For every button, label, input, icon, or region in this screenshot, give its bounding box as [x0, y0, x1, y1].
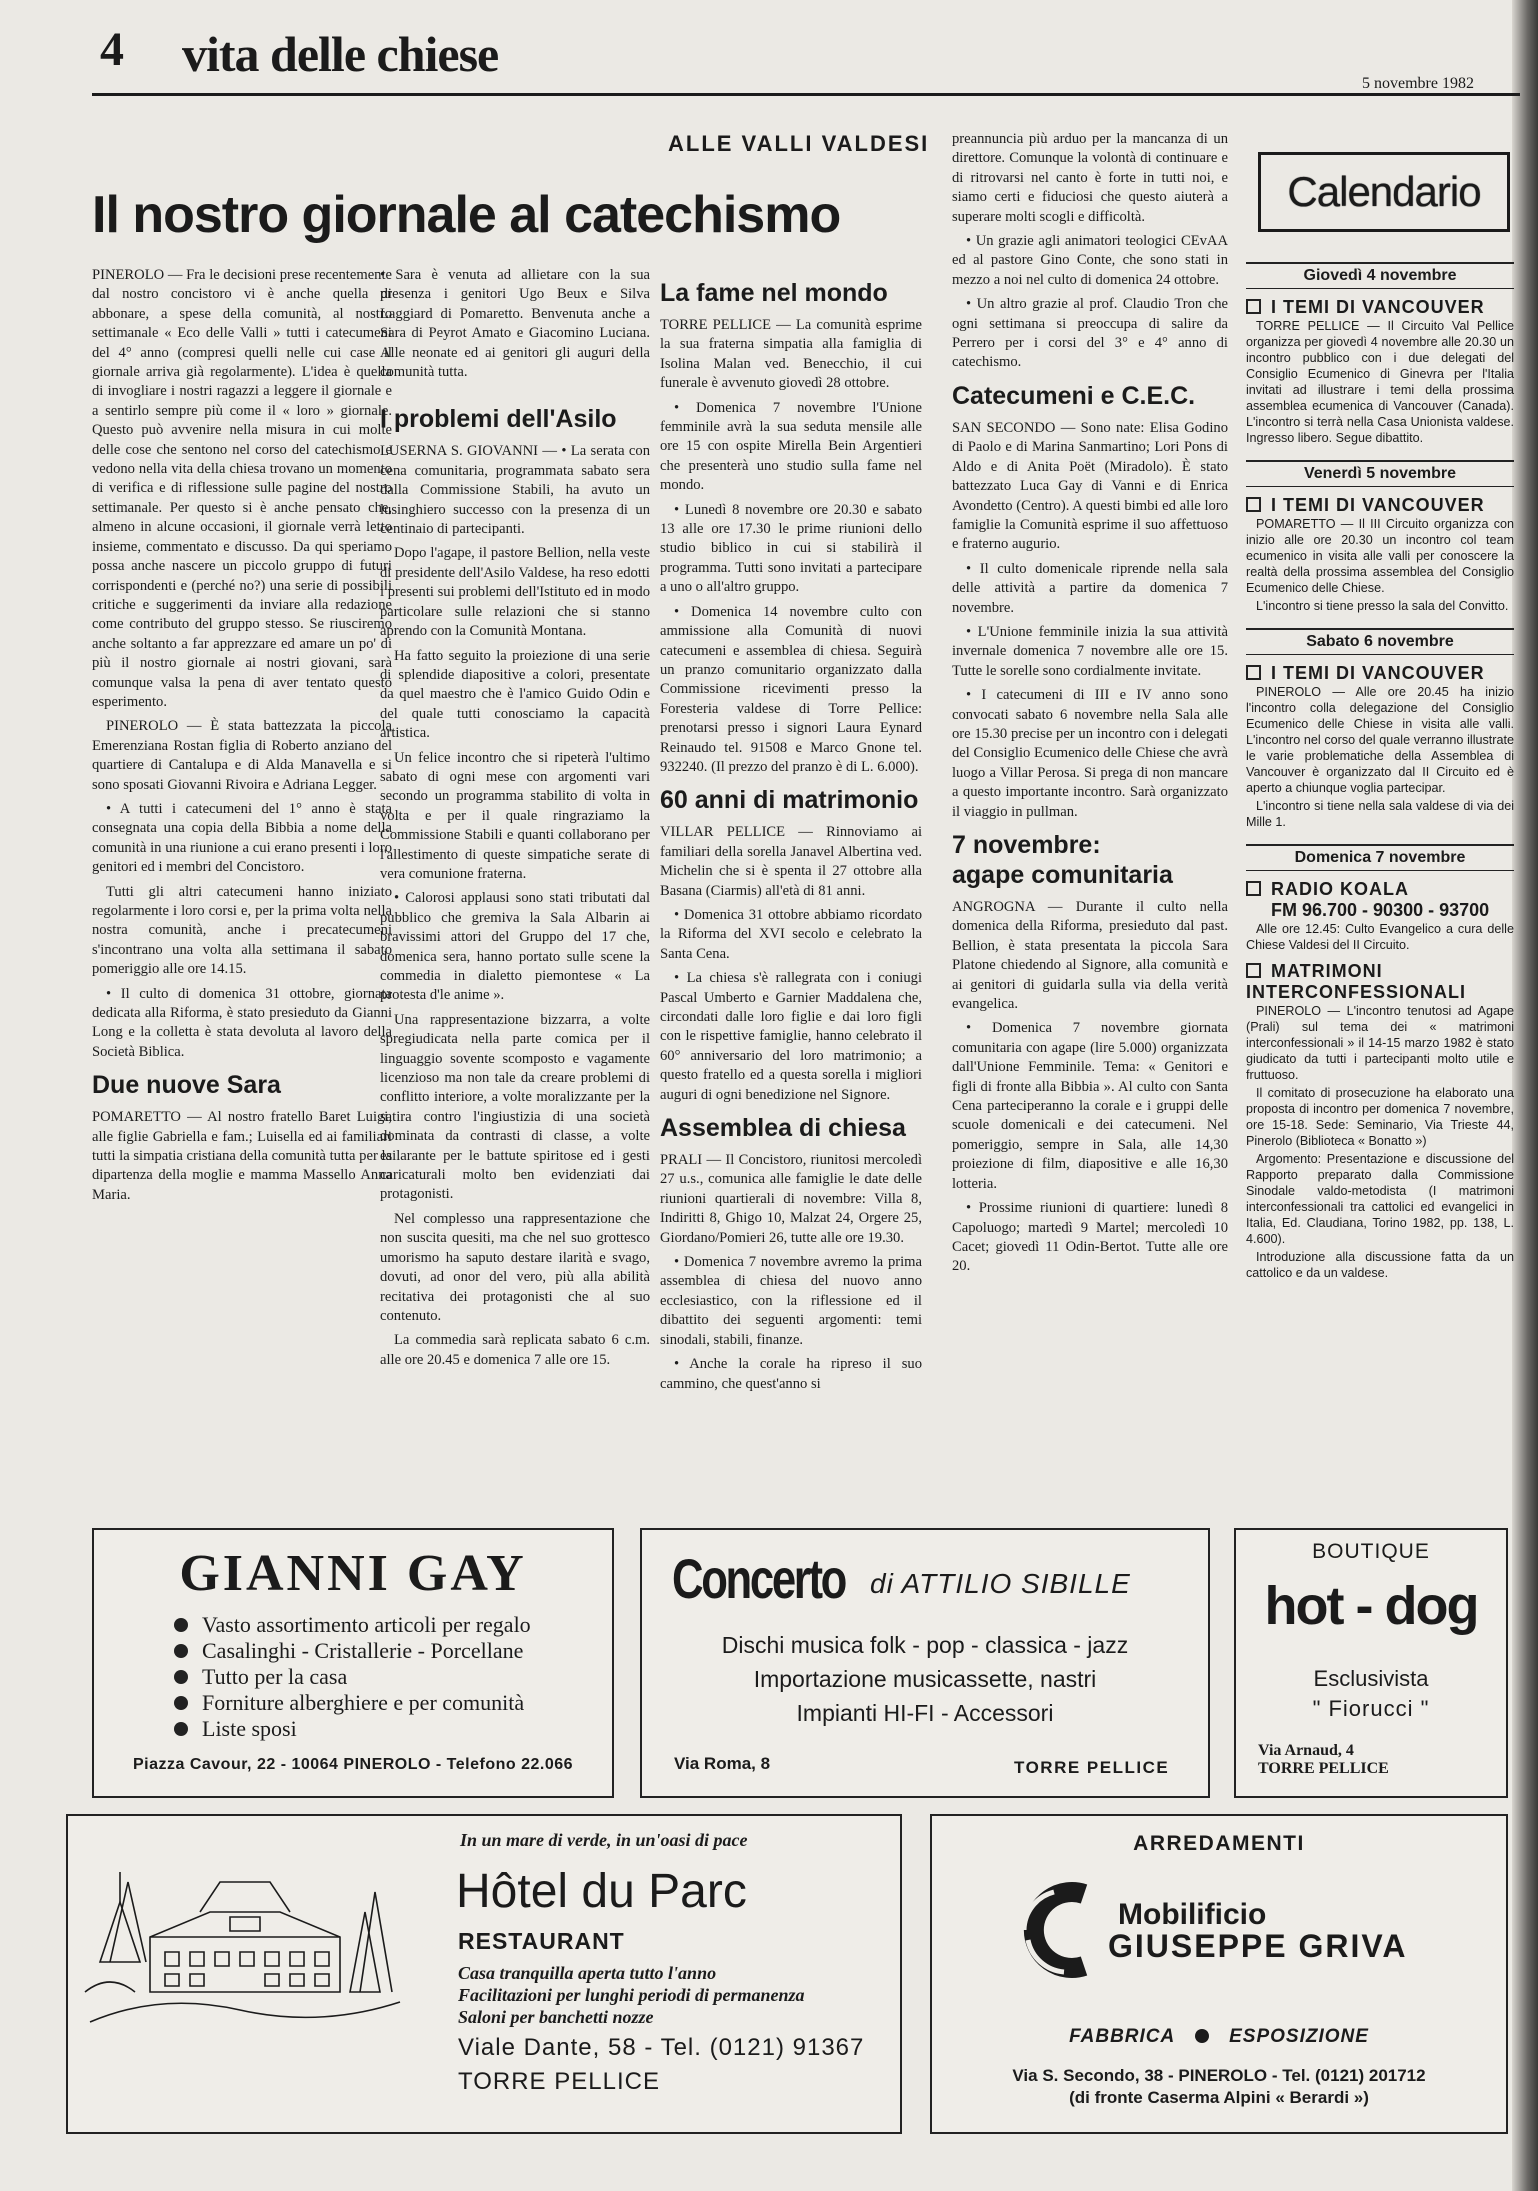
- ad-lines: [458, 1962, 805, 2028]
- heading-catecumeni: Catecumeni e C.E.C.: [952, 381, 1196, 410]
- heading-problemi-asilo: I problemi dell'Asilo: [380, 405, 617, 434]
- paragraph: • La chiesa s'è rallegrata con i coniugi Pascal Umberto e Garnier Maddalena che, circondati dalle loro figlie e dai loro figli con le rispettive famiglie, hanno celebrato il 60° anniversario del loro matrimonio; a questo fratello ed a questa sorella i migliori auguri di ogni benedizione nel Signore.: [660, 970, 922, 1103]
- bullet-icon: [174, 1618, 188, 1632]
- ad-address: Via Arnaud, 4: [1258, 1742, 1354, 1759]
- paragraph: • Domenica 7 novembre avremo la prima assemblea di chiesa del nuovo anno ecclesiastico, con la riflessione ed il dibattito dei seguenti argomenti: temi sinodali, stabili, finanze.: [660, 1254, 922, 1348]
- heading-due-nuove-sara: Due nuove Sara: [92, 1071, 281, 1100]
- ad-title-row: [672, 1546, 894, 1611]
- paragraph: • Prossime riunioni di quartiere: lunedì 8 Capoluogo; martedì 9 Martel; mercoledì 10 Cacet; giovedì 11 Odin-Bertot. Tutte alle ore 20.: [952, 1200, 1228, 1275]
- hotel-illustration: [80, 1842, 410, 2032]
- paragraph: • I catecumeni di III e IV anno sono convocati sabato 6 novembre nella Sala alle ore 15.30 precise per un incontro con i delegati del Consiglio Ecumenico delle Chiese che avrà luogo a Villar Perosa. Si prega di non mancare a questo importante incontro. Sarà organizzato il viaggio in pullman.: [952, 687, 1228, 820]
- calendar-text: Introduzione alla discussione fatta da un cattolico e da un valdese.: [1246, 1250, 1514, 1280]
- ad-gianni-gay: [92, 1528, 614, 1798]
- calendar-text: PINEROLO — Alle ore 20.45 ha inizio l'incontro colla delegazione del Consiglio Ecumenico delle Chiese in visita alle valli. L'incontro nel corso del quale verranno illustrate le varie problematiche della Assemblea di Vancouver è organizzato dal II Circuito ed è aperto a chiunque voglia partecipar.: [1246, 685, 1514, 795]
- bullet-icon: [174, 1670, 188, 1684]
- heading-agape-2: agape comunitaria: [952, 861, 1173, 889]
- ad-subtitle: RESTAURANT: [458, 1928, 625, 1954]
- ad-line: FABBRICA: [1069, 2026, 1175, 2047]
- paragraph: • Il culto domenicale riprende nella sala delle attività a partire da domenica 7 novembre.: [952, 560, 1228, 616]
- ad-tagline: In un mare di verde, in un'oasi di pace: [460, 1830, 748, 1850]
- paragraph: • Anche la corale ha ripreso il suo cammino, che quest'anno si: [660, 1356, 922, 1392]
- ad-title: Concerto: [672, 1547, 846, 1610]
- ad-line: Importazione musicassette, nastri: [753, 1666, 1097, 1692]
- ad-city: TORRE PELLICE: [1014, 1758, 1170, 1777]
- article-headline: Il nostro giornale al catechismo: [92, 186, 841, 244]
- calendar-text: L'incontro si tiene nella sala valdese di via dei Mille 1.: [1246, 799, 1514, 829]
- column-4: [952, 130, 1228, 1342]
- heading-60-anni: 60 anni di matrimonio: [660, 786, 919, 815]
- list-item: Forniture alberghiere e per comunità: [174, 1690, 531, 1716]
- calendar-day: Venerdì 5 novembre: [1246, 460, 1514, 487]
- paragraph: • Il culto di domenica 31 ottobre, giornata dedicata alla Riforma, è stato presieduto da Gianni Long e la colletta è stata devoluta al lavoro della Società Biblica.: [92, 985, 392, 1060]
- calendar-day: Domenica 7 novembre: [1246, 844, 1514, 871]
- calendar-text: PINEROLO — L'incontro tenutosi ad Agape (Prali) sul tema dei « matrimoni interconfessionali » il 14-15 marzo 1982 è stato giudicato da tutti i partecipanti molto utile e fruttuoso.: [1246, 1004, 1514, 1082]
- calendar-title: Calendario: [1287, 168, 1481, 215]
- paragraph: LUSERNA S. GIOVANNI — • La serata con cena comunitaria, programmata sabato sera dalla Commissione Stabili, ha avuto un lusinghiero successo con la presenza di un centinaio di partecipanti.: [380, 443, 650, 538]
- paragraph: PINEROLO — È stata battezzata la piccola Emerenziana Rostan figlia di Roberto anziano del quartiere di Cantalupa e di Alda Manavella e si sono sposati Giovanni Rivoira e Adriana Legger.: [92, 718, 392, 793]
- paragraph: • Un grazie agli animatori teologici CEvAA ed al pastore Gino Conte, che sono stati in mezzo a noi nel culto di domenica 24 ottobre.: [952, 233, 1228, 288]
- calendar-event: [1246, 297, 1514, 318]
- ad-line: Esclusivista: [1313, 1666, 1429, 1691]
- paragraph: • L'Unione femminile inizia la sua attività invernale domenica 7 novembre alle ore 15. Tutte le sorelle sono cordialmente invitate.: [952, 623, 1228, 679]
- ad-concerto: [640, 1528, 1210, 1798]
- calendar-event: [1246, 663, 1514, 684]
- calendar-list: [1246, 256, 1514, 1346]
- page-number: 4: [100, 23, 124, 76]
- ad-line: Dischi musica folk - pop - classica - jazz: [721, 1632, 1129, 1658]
- ad-line: Facilitazioni per lunghi periodi di permanenza: [458, 1985, 805, 2005]
- paragraph: Ha fatto seguito la proiezione di una serie di splendide diapositive a colori, presentate da quel maestro che è l'amico Guido Odin e del quale tutti conosciamo la capacità artistica.: [380, 647, 650, 742]
- bullet-icon: [174, 1644, 188, 1658]
- ad-address: Via S. Secondo, 38 - PINEROLO - Tel. (0121) 201712: [1012, 2066, 1426, 2085]
- ad-address: Via Roma, 8: [674, 1754, 771, 1773]
- ad-line: " Fiorucci ": [1312, 1696, 1430, 1721]
- calendar-day: Sabato 6 novembre: [1246, 628, 1514, 655]
- event-title: RADIO KOALA: [1271, 879, 1409, 899]
- paragraph: Dopo l'agape, il pastore Bellion, nella veste di presidente dell'Asilo Valdese, ha reso edotti i presenti sui problemi dell'Istituto ed in modo particolare sulle relazioni che si stanno aprendo con la Comunità Montana.: [380, 545, 650, 640]
- ad-note: (di fronte Caserma Alpini « Berardi »): [1069, 2088, 1369, 2107]
- heading-agape-1: 7 novembre:: [952, 831, 1101, 859]
- ad-hot-dog: [1234, 1528, 1508, 1798]
- paragraph: TORRE PELLICE — La comunità esprime la sua fraterna simpatia alla famiglia di Isolina Malan ved. Benecchio, il cui funerale è avvenuto giovedì 28 ottobre.: [660, 317, 922, 392]
- event-title: MATRIMONI INTERCONFESSIONALI: [1246, 961, 1467, 1002]
- calendar-event: [1246, 879, 1514, 900]
- calendar-day: Giovedì 4 novembre: [1246, 262, 1514, 289]
- paragraph: • Sara è venuta ad allietare con la sua presenza i genitori Ugo Beux e Silva Laggiard di Pomaretto. Benvenuta anche a Sara di Peyrot Amato e Giacomino Luciana. Alle neonate ed ai genitori gli auguri della comunità tutta.: [380, 267, 650, 381]
- calendar-text: TORRE PELLICE — Il Circuito Val Pellice organizza per giovedì 4 novembre alle 20.30 un incontro pubblico con i due delegati del Consiglio Ecumenico di Ginevra per l'Italia invitati ad illustrare i temi della prossima assemblea ecumenica di Vancouver (Canada). L'incontro si terrà nella Casa Unionista valdese. Ingresso libero. Segue dibattito.: [1246, 319, 1514, 445]
- ad-city: TORRE PELLICE: [458, 2068, 660, 2095]
- ad-line: ESPOSIZIONE: [1229, 2026, 1369, 2047]
- heading-fame-nel-mondo: La fame nel mondo: [660, 279, 888, 307]
- column-1: [92, 266, 392, 1342]
- bullet-icon: [174, 1696, 188, 1710]
- ad-lines: [642, 1628, 1208, 1730]
- calendar-event: [1246, 495, 1514, 516]
- paragraph: • Lunedì 8 novembre ore 20.30 e sabato 13 alle ore 17.30 le prime riunioni dello studio biblico in cui si stabilirà il programma. Tutti sono invitati a partecipare a uno o all'altro gruppo.: [660, 501, 922, 596]
- paragraph: • Domenica 7 novembre l'Unione femminile avrà la sua seduta mensile alle ore 15 con ospite Mirella Bein Argentieri che presenterà uno studio sulla fame nel mondo.: [660, 399, 922, 494]
- ad-title-2: GIUSEPPE GRIVA: [1108, 1928, 1408, 1964]
- ad-title-1: Mobilificio: [1118, 1898, 1267, 1931]
- column-2: [380, 266, 650, 1368]
- heading-assemblea: Assemblea di chiesa: [660, 1114, 906, 1143]
- list-item: Liste sposi: [174, 1716, 531, 1742]
- paragraph: Una rappresentazione bizzarra, a volte spregiudicata nella parte comica per il linguaggio sovente scomposto e vagamente licenzioso ma non tale da creare problemi di conflitto interiore, a volte moralizzante per la satira contro l'ingiustizia di una società dominata da contrasti di classe, a volte esilarante per le battute spiritose ed i gesti caricaturali molto ben evidenziati dai protagonisti.: [380, 1011, 650, 1203]
- paragraph: La commedia sarà replicata sabato 6 c.m. alle ore 20.45 e domenica 7 alle ore 15.: [380, 1332, 650, 1368]
- list-item: Tutto per la casa: [174, 1664, 531, 1690]
- ad-subtitle: di ATTILIO SIBILLE: [870, 1568, 1131, 1599]
- article-kicker: ALLE VALLI VALDESI: [668, 131, 930, 156]
- ad-title: GIANNI GAY: [179, 1545, 527, 1602]
- paragraph: • Un altro grazie al prof. Claudio Tron che ogni settimana si preoccupa di salire da Perrero per i corsi del 3° e 4° anno di catechismo.: [952, 296, 1228, 371]
- ad-services: [932, 2026, 1506, 2048]
- ad-top: BOUTIQUE: [1312, 1540, 1430, 1563]
- paragraph: ANGROGNA — Durante il culto nella domenica della Riforma, presieduto dal past. Bellion, è stata presentata la piccola Sara Platone chiedendo al Signore, alla comunità e ai genitori di guidarla sulla via della verità evangelica.: [952, 899, 1228, 1013]
- calendar-title-box: [1258, 152, 1510, 232]
- masthead-rule: [92, 93, 1520, 96]
- paragraph: • Domenica 31 ottobre abbiamo ricordato la Riforma del XVI secolo e celebrato la Santa Cena.: [660, 906, 922, 962]
- issue-date: 5 novembre 1982: [1362, 75, 1474, 92]
- checkbox-icon: [1246, 497, 1261, 512]
- ad-city: TORRE PELLICE: [1258, 1760, 1389, 1777]
- event-title: I TEMI DI VANCOUVER: [1271, 663, 1485, 683]
- paragraph: PINEROLO — Fra le decisioni prese recentemente dal nostro concistoro vi è anche quella di abbonare, a spese della comunità, al nostro settimanale « Eco delle Valli » tutti i catecumeni del 4° anno (compresi quelli nelle cui case il giornale arriva già regolarmente). L'idea è quella di invogliare i nostri ragazzi a leggere il giornale e a sentirlo sempre più come il « loro » giornale. Questo può avvenire nella misura in cui molte delle cose che sentono nel corso del catechismo e vedono nella vita della chiesa trovano un momento di verifica e di riflessione sulle pagine del nostro settimanale. Per questo si è anche pensato che, almeno in alcune occasioni, il giornale verrà letto insieme, commentato e discusso. Da qui speriamo possa anche nascere un piccolo gruppo di futuri corrispondenti e (perché no?) una serie di possibili critiche e suggerimenti da inviare alla redazione come contributo del gruppo stesso. Se riusciremo anche soltanto a far apprezzare ed amare un po' di più il nostro giornale ai nostri giovani, sarà comunque valsa la pena di aver tentato questo esperimento.: [92, 267, 392, 710]
- ad-line: Impianti HI-FI - Accessori: [796, 1700, 1054, 1726]
- calendar-text: Il comitato di prosecuzione ha elaborato una proposta di incontro per domenica 7 novembre, ore 15-18. Sede: Seminario, Via Trieste 44, Pinerolo (Biblioteca « Bonatto »): [1246, 1086, 1514, 1148]
- ad-list: [174, 1612, 531, 1742]
- ad-line: Saloni per banchetti nozze: [458, 2007, 654, 2027]
- ad-address: Viale Dante, 58 - Tel. (0121) 91367: [458, 2034, 865, 2061]
- paragraph: • Calorosi applausi sono stati tributati dal pubblico che gremiva la Sala Albarin ai bravissimi attori del Gruppo del 17 che, domenica sera, hanno portato sulle scene la commedia in dialetto piemontese « La protesta d'le anime ».: [380, 890, 650, 1004]
- calendar-text: Alle ore 12.45: Culto Evangelico a cura delle Chiese Valdesi del II Circuito.: [1246, 922, 1514, 952]
- ad-address: Piazza Cavour, 22 - 10064 PINEROLO - Telefono 22.066: [132, 1756, 574, 1773]
- page-edge-shadow: [1512, 0, 1538, 2191]
- calendar-text: Argomento: Presentazione e discussione del Rapporto preparato dalla Commissione Sinodale valdo-metodista (I matrimoni interconfessionali tra cattolici ed evangelici in Italia, Ed. Claudiana, Torino 1982, pp. 138, L. 4.600).: [1246, 1152, 1514, 1246]
- paragraph: PRALI — Il Concistoro, riunitosi mercoledì 27 u.s., comunica alle famiglie le date delle riunioni quartierali di novembre: Villa 8, Indiritti 8, Ghigo 10, Malzat 24, Orgere 25, Giordano/Pomieri 26, tutte alle ore 19.30.: [660, 1152, 922, 1246]
- event-title: I TEMI DI VANCOUVER: [1271, 297, 1485, 317]
- calendar-event: [1246, 961, 1514, 1003]
- ad-title: Hôtel du Parc: [456, 1865, 747, 1918]
- griva-logo-icon: [1014, 1880, 1104, 1980]
- paragraph: SAN SECONDO — Sono nate: Elisa Godino di Paolo e di Marina Sanmartino; Lori Pons di Aldo e di Anita Poët (Miradolo). È stato battezzato Luca Gay di Vanni e di Enrica Avondetto (Centro). A questi bimbi ed alle loro famiglie la Comunità esprime il suo affettuoso e fraterno augurio.: [952, 419, 1228, 553]
- calendar-text: L'incontro si tiene presso la sala del Convitto.: [1256, 599, 1509, 613]
- checkbox-icon: [1246, 665, 1261, 680]
- checkbox-icon: [1246, 881, 1261, 896]
- section-title: vita delle chiese: [182, 26, 499, 82]
- paragraph: • Domenica 14 novembre culto con ammissione alla Comunità di nuovi catecumeni e assemblea di chiesa. Seguirà un pranzo comunitario organizzato dalla Commissione ricevimenti presso la Foresteria valdese di Torre Pellice: prenotarsi presso i signori Laura Eynard Reinaudo tel. 91508 e Marco Gnone tel. 932240. (Il prezzo del pranzo è di L. 6.000).: [660, 603, 922, 775]
- bullet-icon: [1195, 2029, 1209, 2043]
- calendar-text: POMARETTO — Il III Circuito organizza con inizio alle ore 20.30 un incontro col team ecumenico in visita alle valli per conoscere la realtà della prossima assemblea del Consiglio Ecumenico delle Chiese.: [1246, 517, 1514, 595]
- paragraph: Nel complesso una rappresentazione che non suscita quesiti, ma che nel suo grottesco umorismo ha saputo destare ilarità e svago, dovuti, ad onor del vero, più alla abilità recitativa dei protagonisti che al suo contenuto.: [380, 1210, 650, 1324]
- paragraph: POMARETTO — Al nostro fratello Baret Luigi, alle figlie Gabriella e fam.; Luisella ed ai familiari tutti la simpatia cristiana della comunità tutta per la dipartenza della moglie e mamma Massello Anna Maria.: [92, 1109, 392, 1203]
- bullet-icon: [174, 1722, 188, 1736]
- paragraph: • A tutti i catecumeni del 1° anno è stata consegnata una copia della Bibbia a nome della comunità in una riunione a cui erano presenti i loro genitori ed i membri del Concistoro.: [92, 800, 392, 876]
- event-title: I TEMI DI VANCOUVER: [1271, 495, 1485, 515]
- ad-title: hot - dog: [1264, 1576, 1478, 1636]
- list-item: Vasto assortimento articoli per regalo: [174, 1612, 531, 1638]
- calendar-event-sub: FM 96.700 - 90300 - 93700: [1271, 900, 1490, 920]
- ad-hotel-du-parc: [66, 1814, 902, 2134]
- paragraph: • Domenica 7 novembre giornata comunitaria con agape (lire 5.000) organizzata dall'Unione Femminile. Tema: « Genitori e figli di fronte alla Bibbia ». Al culto con Santa Cena parteciperanno la corale e i gruppi delle scuole domenicali e dei catecumeni. Nel pomeriggio, sempre in Sala, alle 14,30 proiezione di film, diapositive e alle 16,30 lotteria.: [952, 1020, 1228, 1192]
- checkbox-icon: [1246, 963, 1261, 978]
- ad-top: ARREDAMENTI: [1133, 1832, 1305, 1855]
- ad-line: Casa tranquilla aperta tutto l'anno: [458, 1963, 717, 1983]
- checkbox-icon: [1246, 299, 1261, 314]
- ad-griva: [930, 1814, 1508, 2134]
- paragraph: Tutti gli altri catecumeni hanno iniziato regolarmente i loro corsi e, per la prima volta nella nostra comunità, anche i precatecumeni s'incontrano una volta alla settimana il sabato pomeriggio alle ore 14.15.: [92, 883, 392, 978]
- list-item: Casalinghi - Cristallerie - Porcellane: [174, 1638, 531, 1664]
- column-3: [660, 272, 922, 1392]
- paragraph: VILLAR PELLICE — Rinnoviamo ai familiari della sorella Janavel Albertina ved. Michelin che si è spenta il 27 ottobre alla Basana (Ciarmis) all'età di 81 anni.: [660, 824, 922, 899]
- paragraph: Un felice incontro che si ripeterà l'ultimo sabato di ogni mese con argomenti vari secondo un programma stabilito di volta in volta e per il quale ringraziamo la Commissione Stabili e quanti collaborano per l'allestimento di queste simpatiche serate di vera comunione fraterna.: [380, 749, 650, 882]
- paragraph: preannuncia più arduo per la mancanza di un direttore. Comunque la volontà di continuare e di ritrovarsi nel canto è forte in tutti noi, e siamo certi e fiduciosi che questo aiuterà a superare molti scogli e difficoltà.: [952, 131, 1228, 225]
